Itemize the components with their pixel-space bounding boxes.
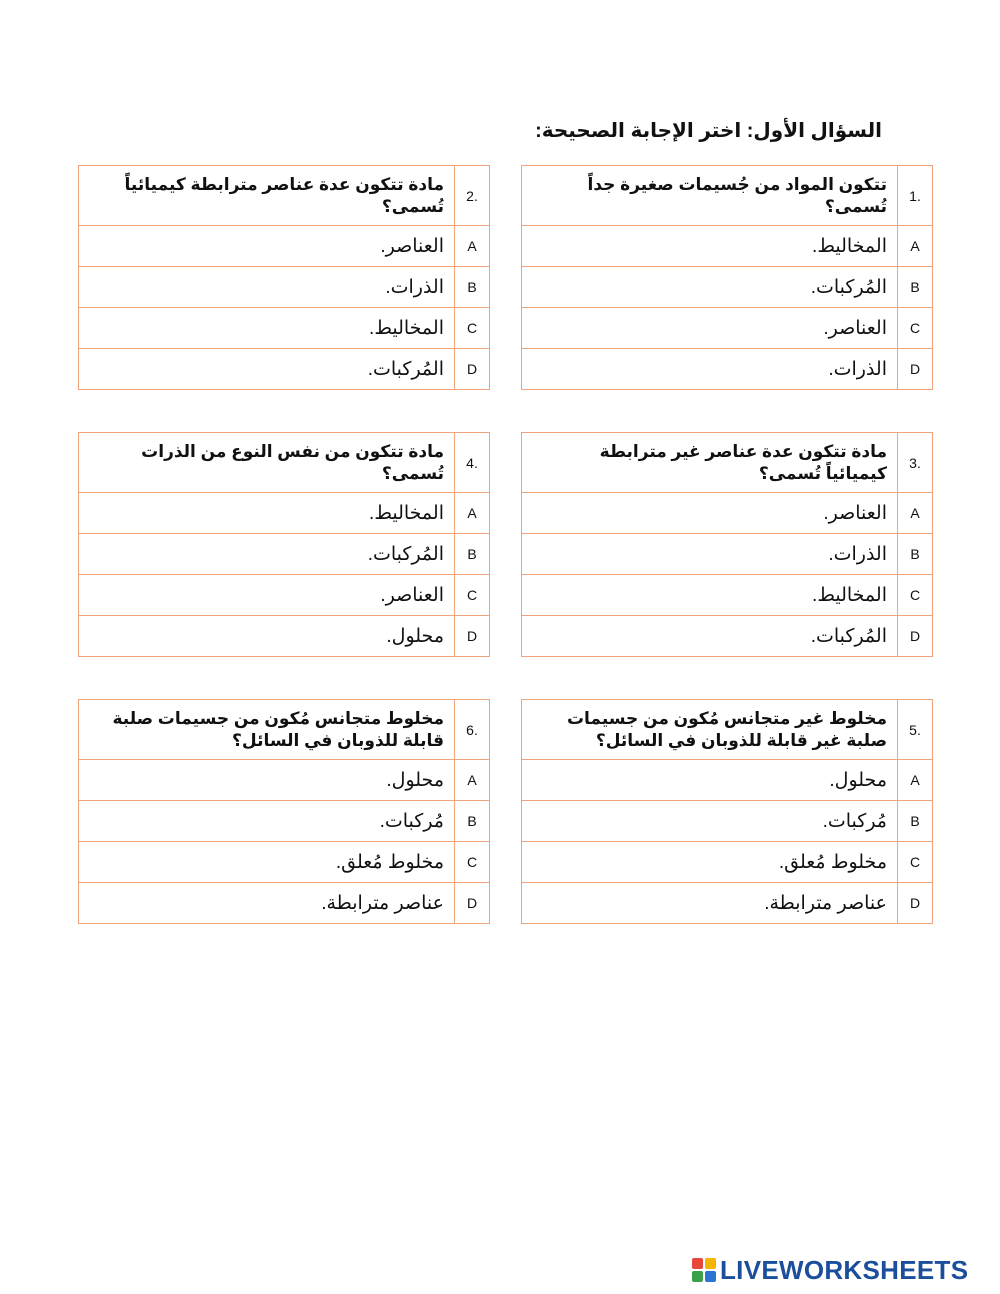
option-text: المخاليط. bbox=[522, 226, 898, 267]
option-text: محلول. bbox=[522, 760, 898, 801]
question-table-6 bbox=[78, 699, 490, 924]
option-letter: D bbox=[898, 349, 933, 390]
logo-square-blue bbox=[705, 1271, 716, 1282]
answer-option-d[interactable] bbox=[522, 883, 933, 924]
option-letter: D bbox=[898, 883, 933, 924]
answer-option-c[interactable] bbox=[522, 842, 933, 883]
option-letter: A bbox=[898, 226, 933, 267]
option-letter: C bbox=[898, 575, 933, 616]
logo-square-red bbox=[692, 1258, 703, 1269]
option-letter: B bbox=[898, 801, 933, 842]
logo-square-yellow bbox=[705, 1258, 716, 1269]
option-letter: A bbox=[455, 226, 490, 267]
option-letter: C bbox=[898, 308, 933, 349]
question-text: مادة تتكون من نفس النوع من الذرات تُسمى؟ bbox=[79, 433, 455, 493]
question-text: مادة تتكون عدة عناصر غير مترابطة كيميائياً تُسمى؟ bbox=[522, 433, 898, 493]
answer-option-c[interactable] bbox=[79, 308, 490, 349]
option-text: العناصر. bbox=[79, 226, 455, 267]
answer-option-b[interactable] bbox=[522, 801, 933, 842]
question-text: مخلوط غير متجانس مُكون من جسيمات صلبة غير قابلة للذوبان في السائل؟ bbox=[522, 700, 898, 760]
answer-option-b[interactable] bbox=[522, 267, 933, 308]
option-text: الذرات. bbox=[522, 349, 898, 390]
answer-option-a[interactable] bbox=[79, 493, 490, 534]
question-row bbox=[79, 700, 490, 760]
option-text: الذرات. bbox=[522, 534, 898, 575]
option-letter: D bbox=[898, 616, 933, 657]
answer-option-d[interactable] bbox=[79, 883, 490, 924]
option-text: العناصر. bbox=[522, 493, 898, 534]
option-letter: D bbox=[455, 883, 490, 924]
answer-option-a[interactable] bbox=[522, 226, 933, 267]
question-number: 4. bbox=[455, 433, 490, 493]
option-text: العناصر. bbox=[522, 308, 898, 349]
answer-option-d[interactable] bbox=[522, 349, 933, 390]
question-row bbox=[522, 433, 933, 493]
answer-option-c[interactable] bbox=[522, 308, 933, 349]
option-text: عناصر مترابطة. bbox=[79, 883, 455, 924]
option-text: عناصر مترابطة. bbox=[522, 883, 898, 924]
option-text: مخلوط مُعلق. bbox=[522, 842, 898, 883]
answer-option-a[interactable] bbox=[79, 760, 490, 801]
option-letter: A bbox=[898, 760, 933, 801]
option-letter: A bbox=[455, 760, 490, 801]
option-letter: C bbox=[455, 308, 490, 349]
question-table-4 bbox=[78, 432, 490, 657]
option-text: المُركبات. bbox=[522, 616, 898, 657]
option-text: المخاليط. bbox=[79, 308, 455, 349]
answer-option-a[interactable] bbox=[522, 760, 933, 801]
option-letter: D bbox=[455, 349, 490, 390]
question-table-3 bbox=[521, 432, 933, 657]
answer-option-c[interactable] bbox=[522, 575, 933, 616]
question-row bbox=[522, 700, 933, 760]
brand-logo bbox=[692, 1256, 968, 1284]
answer-option-c[interactable] bbox=[79, 842, 490, 883]
answer-option-a[interactable] bbox=[79, 226, 490, 267]
option-letter: B bbox=[455, 801, 490, 842]
option-text: محلول. bbox=[79, 616, 455, 657]
option-text: العناصر. bbox=[79, 575, 455, 616]
logo-square-green bbox=[692, 1271, 703, 1282]
answer-option-a[interactable] bbox=[522, 493, 933, 534]
option-text: مُركبات. bbox=[79, 801, 455, 842]
logo-icon bbox=[692, 1258, 716, 1282]
option-letter: B bbox=[898, 534, 933, 575]
option-text: محلول. bbox=[79, 760, 455, 801]
answer-option-d[interactable] bbox=[522, 616, 933, 657]
question-number: 5. bbox=[898, 700, 933, 760]
question-number: 3. bbox=[898, 433, 933, 493]
option-text: المُركبات. bbox=[79, 349, 455, 390]
option-letter: D bbox=[455, 616, 490, 657]
answer-option-c[interactable] bbox=[79, 575, 490, 616]
option-letter: C bbox=[455, 842, 490, 883]
question-table-2 bbox=[78, 165, 490, 390]
option-text: الذرات. bbox=[79, 267, 455, 308]
option-text: مخلوط مُعلق. bbox=[79, 842, 455, 883]
question-text: مخلوط متجانس مُكون من جسيمات صلبة قابلة للذوبان في السائل؟ bbox=[79, 700, 455, 760]
option-letter: C bbox=[455, 575, 490, 616]
option-letter: A bbox=[898, 493, 933, 534]
question-table-5 bbox=[521, 699, 933, 924]
answer-option-b[interactable] bbox=[79, 534, 490, 575]
question-row bbox=[79, 166, 490, 226]
option-letter: C bbox=[898, 842, 933, 883]
answer-option-b[interactable] bbox=[79, 801, 490, 842]
option-text: المخاليط. bbox=[79, 493, 455, 534]
option-text: المُركبات. bbox=[522, 267, 898, 308]
option-letter: B bbox=[455, 534, 490, 575]
option-letter: A bbox=[455, 493, 490, 534]
brand-name: LIVEWORKSHEETS bbox=[720, 1254, 969, 1285]
answer-option-d[interactable] bbox=[79, 349, 490, 390]
option-text: المُركبات. bbox=[79, 534, 455, 575]
question-number: 6. bbox=[455, 700, 490, 760]
option-text: المخاليط. bbox=[522, 575, 898, 616]
answer-option-d[interactable] bbox=[79, 616, 490, 657]
question-table-1 bbox=[521, 165, 933, 390]
question-text: مادة تتكون عدة عناصر مترابطة كيميائياً تُسمى؟ bbox=[79, 166, 455, 226]
option-letter: B bbox=[455, 267, 490, 308]
option-letter: B bbox=[898, 267, 933, 308]
answer-option-b[interactable] bbox=[79, 267, 490, 308]
question-row bbox=[522, 166, 933, 226]
page-title: السؤال الأول: اختر الإجابة الصحيحة: bbox=[535, 120, 882, 142]
answer-option-b[interactable] bbox=[522, 534, 933, 575]
question-text: تتكون المواد من جُسيمات صغيرة جداً تُسمى؟ bbox=[522, 166, 898, 226]
option-text: مُركبات. bbox=[522, 801, 898, 842]
question-number: 2. bbox=[455, 166, 490, 226]
question-row bbox=[79, 433, 490, 493]
question-number: 1. bbox=[898, 166, 933, 226]
